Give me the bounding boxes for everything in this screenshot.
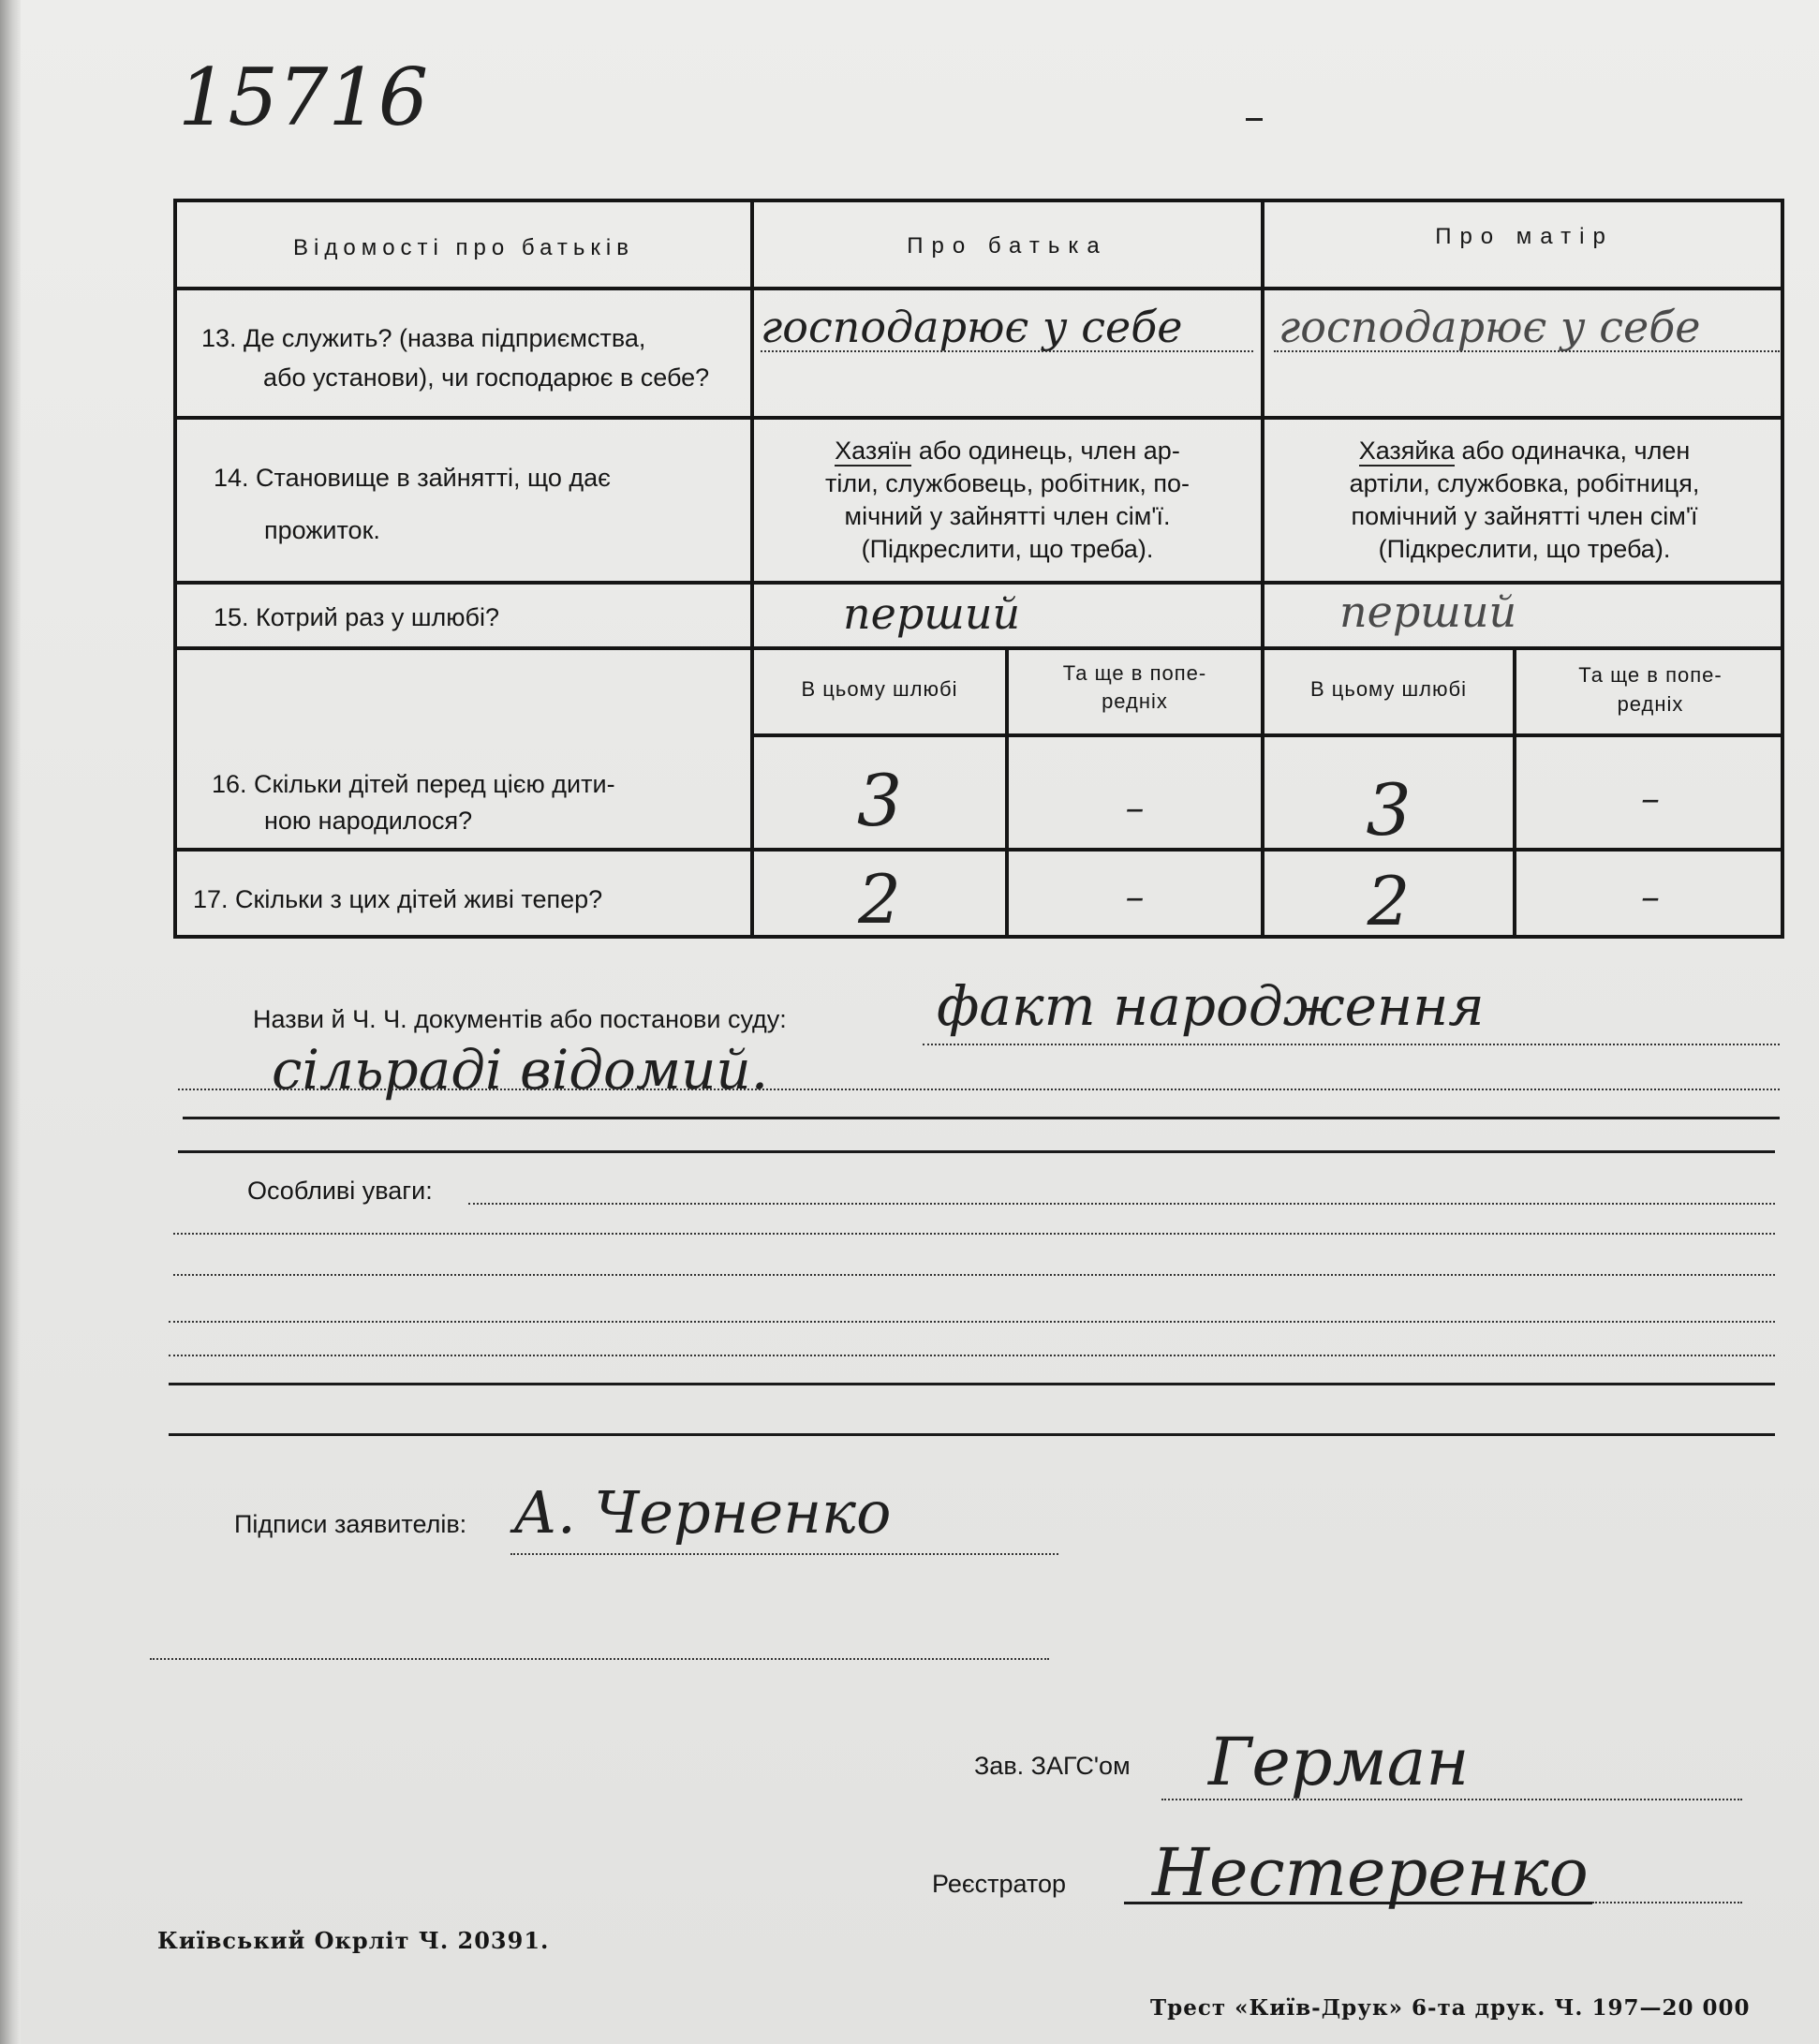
row15-father-value: перший xyxy=(843,588,1021,639)
subheader-mother-this-marriage: В цьому шлюбі xyxy=(1309,677,1468,701)
fill-line xyxy=(173,1233,1775,1235)
fill-line xyxy=(169,1321,1775,1323)
underlined-option-mistress: Хазяйка xyxy=(1358,437,1455,465)
table-rule xyxy=(752,733,1784,737)
subheader-father-previous-line2: редніх xyxy=(1102,689,1168,713)
registrar-signature: Нестеренко xyxy=(1152,1834,1589,1911)
archive-number: 15716 xyxy=(178,52,429,143)
row14-father-line1: Хазяїн або одинець, член ар- xyxy=(835,437,1180,465)
row14-label-line1: 14. Становище в зайнятті, що дає xyxy=(214,464,611,492)
row15-mother-value: перший xyxy=(1339,586,1517,637)
fill-line xyxy=(468,1203,1775,1205)
row13-father-value: господарює у себе xyxy=(761,302,1183,352)
table-rule xyxy=(173,848,1784,852)
row15-label: 15. Котрий раз у шлюбі? xyxy=(214,603,499,631)
fill-line xyxy=(178,1089,1780,1090)
subheader-father-previous-line1: Та ще в попе- xyxy=(1062,661,1207,685)
footer-printer-imprint: Трест «Київ-Друк» 6-та друк. Ч. 197—20 000 xyxy=(1150,1995,1751,2021)
zags-head-label: Зав. ЗАГС'ом xyxy=(974,1752,1131,1780)
fill-line xyxy=(1161,1799,1742,1800)
underlined-option-master: Хазяїн xyxy=(835,437,912,465)
row16-label-line2: ною народилося? xyxy=(264,807,473,835)
applicants-signature: А. Черненко xyxy=(513,1478,892,1547)
rule-line xyxy=(1124,1902,1592,1904)
fill-line xyxy=(761,350,1253,352)
rule-line xyxy=(178,1150,1775,1153)
ink-mark xyxy=(1246,118,1263,121)
row16-label-line1: 16. Скільки дітей перед цією дити- xyxy=(212,770,615,798)
rule-line xyxy=(169,1383,1775,1385)
row16-mother-prev: – xyxy=(1641,778,1660,821)
row13-mother-value: господарює у себе xyxy=(1279,302,1701,352)
zags-head-signature: Герман xyxy=(1208,1724,1470,1800)
fill-line xyxy=(510,1553,1058,1555)
header-about-mother: Про матір xyxy=(1435,224,1614,249)
header-about-father: Про батька xyxy=(907,233,1108,259)
special-notes-label: Особливі уваги: xyxy=(247,1177,433,1205)
subheader-mother-previous-line1: Та ще в попе- xyxy=(1578,663,1723,687)
row17-mother-prev: – xyxy=(1641,876,1660,919)
row13-label-line1: 13. Де служить? (назва підприємства, xyxy=(201,324,646,352)
page-edge xyxy=(0,0,21,2044)
subheader-mother-previous-line2: редніх xyxy=(1617,692,1684,716)
row14-mother-line2: артіли, службовка, робітниця, xyxy=(1349,469,1700,497)
table-rule xyxy=(173,646,1784,650)
table-rule xyxy=(173,416,1784,420)
fill-line xyxy=(1592,1902,1742,1903)
applicants-signature-label: Підписи заявителів: xyxy=(234,1510,467,1538)
row14-father-line2: тіли, службовець, робітник, по- xyxy=(825,469,1190,497)
row14-father-line3: мічний у зайнятті член сім'ї. xyxy=(844,502,1171,530)
fill-line xyxy=(923,1044,1780,1045)
header-parents-info: Відомості про батьків xyxy=(293,235,634,260)
row17-mother-this: 2 xyxy=(1367,862,1411,941)
row17-father-prev: – xyxy=(1125,876,1145,919)
fill-line xyxy=(169,1355,1775,1356)
row14-mother-line4: (Підкреслити, що треба). xyxy=(1378,535,1671,563)
table-rule xyxy=(173,581,1784,585)
row17-father-this: 2 xyxy=(858,860,901,939)
table-rule xyxy=(173,287,1784,290)
row13-label-line2: або установи), чи господарює в себе? xyxy=(263,363,710,392)
row17-label: 17. Скільки з цих дітей живі тепер? xyxy=(193,885,603,913)
fill-line xyxy=(1274,350,1780,352)
subheader-father-this-marriage: В цьому шлюбі xyxy=(801,677,958,701)
row14-father-line4: (Підкреслити, що треба). xyxy=(861,535,1154,563)
footer-censor-imprint: Київський Окрліт Ч. 20391. xyxy=(157,1927,550,1954)
fill-line xyxy=(150,1658,1049,1660)
fill-line xyxy=(173,1274,1775,1276)
row16-mother-this: 3 xyxy=(1366,768,1412,852)
row14-mother-line1: Хазяйка або одиначка, член xyxy=(1358,437,1691,465)
rule-line xyxy=(169,1433,1775,1436)
row16-father-this: 3 xyxy=(856,759,903,842)
documents-value-line2: сільраді відомий. xyxy=(272,1038,769,1102)
documents-value-line1: факт народження xyxy=(937,974,1485,1038)
row14-mother-line3: помічний у зайнятті член сім'ї xyxy=(1351,502,1698,530)
rule-line xyxy=(183,1117,1780,1119)
row16-father-prev: – xyxy=(1125,787,1145,830)
registrar-label: Реєстратор xyxy=(932,1870,1067,1898)
documents-label: Назви й Ч. Ч. документів або постанови суду: xyxy=(253,1005,787,1033)
row14-label-line2: прожиток. xyxy=(264,516,380,544)
